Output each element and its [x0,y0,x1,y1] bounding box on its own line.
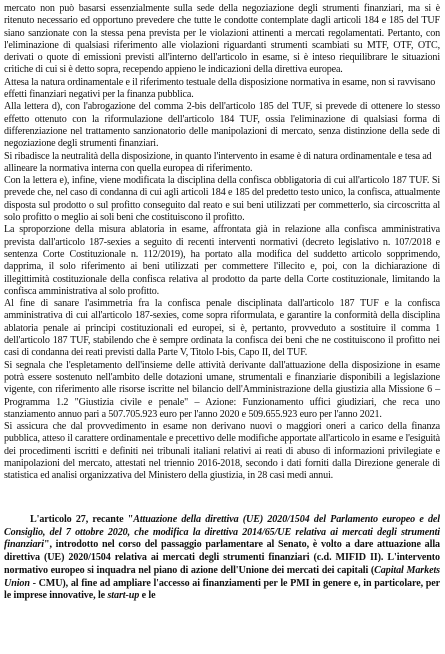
closing-text: - CMU), al fine ad ampliare l'accesso ai finanziamenti per le PMI in genere e, in particolare, per le imprese innovative, le [4,577,440,602]
paragraph: La sproporzione della misura ablatoria in esame, affrontata già in relazione alla confisca amministrativa prevista dall'articolo 187-sexies a seguito di recenti interventi normativi (decreto legislativo n. 107/2018 e sentenza Corte Costituzionale n. 112/2019), ha portato alla modifica del suddetto articolo sopprimendo, dapprima, il solo riferimento ai beni utilizzati per commettere l'illecito e, poi, con la dichiarazione di illegittimità costituzionale della confisca relativa al prodotto da parte della Corte costituzionale, limitando la confisca amministrativa al solo profitto. [4,224,440,297]
paragraph: mercato non può basarsi essenzialmente sulla sede della negoziazione degli strumenti finanziari, ma si è ritenuto necessario ed opportuno prevedere che tutte le condotte contemplate dagli articoli 184 e 185 del TUF siano sanzionate con la stessa pena prevista per le violazioni attinenti a mercati regolamentati. Pertanto, con l'eliminazione di qualsiasi riferimento alle violazioni riguardanti strumenti scambiati su MTF, OTF, OTC, derivati o quote di emissioni previsti all'interno dell'articolo in esame, si è inteso riequilibrare le situazioni critiche di cui si è detto sopra, recependo appieno le indicazioni della direttiva europea. [4,3,440,76]
paragraph: Con la lettera e), infine, viene modificata la disciplina della confisca obbligatoria di cui all'articolo 187 TUF. Si prevede che, nel caso di condanna di cui agli articoli 184 e 185 del predetto testo unico, la confisca, attualmente disposta sul prodotto o sul profitto conseguito dal reato e sui beni utilizzati per commetterlo, sia circoscritta al solo profitto o meglio ai soli beni che costituiscono il profitto. [4,175,440,224]
body-text [4,3,440,483]
closing-paragraph [4,514,440,603]
paragraph: Alla lettera d), con l'abrogazione del comma 2-bis dell'articolo 185 del TUF, si prevede di ottenere lo stesso effetto ottenuto con la riformulazione dell'articolo 184 TUF, ossia l'eliminazione di qualsiasi forma di differenziazione nel trattamento sanzionatorio delle manipolazioni di mercato, senza distinzione della sede di negoziazione degli strumenti finanziari. [4,101,440,150]
paragraph: Attesa la natura ordinamentale e il riferimento testuale della disposizione normativa in esame, non si ravvisano effetti finanziari negativi per la finanza pubblica. [4,76,436,101]
closing-text: e le [139,590,156,602]
directive-title: Attuazione della direttiva (UE) 2020/1504 del Parlamento europeo e del Consiglio, del 7 ottobre 2020, che modifica la direttiva 2014/65/UE relativa ai mercati degli strumenti finanziari [4,514,440,551]
paragraph: Si ribadisce la neutralità della disposizione, in quanto l'intervento in esame è di natura ordinamentale e tesa ad allineare la normativa interna con quella europea di riferimento. [4,150,432,174]
paragraph: Si segnala che l'espletamento dell'insieme delle attività derivante dall'attuazione della disposizione in esame potrà essere sostenuto nell'ambito delle dotazioni umane, strumentali e finanziarie disponibili a legislazione vigente, con riferimento alle risorse iscritte nel bilancio dell'Amministrazione della giustizia alla Missione 6 – Programma 1.2 "Giustizia civile e penale" – Azione: Funzionamento uffici giudiziari, che reca uno stanziamento annuo pari a 507.705.923 euro per l'anno 2020 e 509.655.923 euro per l'anno 2021. [4,359,440,420]
startup-term: start-up [107,590,140,602]
paragraph: Si assicura che dal provvedimento in esame non derivano nuovi o maggiori oneri a carico della finanza pubblica, atteso il carattere ordinamentale e precettivo delle modifiche apportate all'articolo in esame e l'esiguità dei procedimenti iscritti e definiti nei tribunali italiani relativi ai reati di abuso di informazioni privilegiate e manipolazioni del mercato, attestati nel triennio 2016-2018, secondo i dati forniti dalla Direzione generale di statistica ed analisi organizzativa del Ministero della giustizia, in 28 casi medi annui. [4,421,440,482]
cmu-term: Capital Markets Union [4,564,440,589]
paragraph: Al fine di sanare l'asimmetria fra la confisca penale disciplinata dall'articolo 187 TUF e la confisca amministrativa di cui all'articolo 187-sexies, come sopra riformulata, e garantire la conformità della disciplina ablatoria penale ai principi costituzionali ed europei, si è, pertanto, provveduto a sostituire il comma 1 dell'articolo 187 TUF, stabilendo che è sempre ordinata la confisca dei beni che ne costituiscono il profitto nei casi di condanna dei reati previsti dalla Parte V, Titolo I-bis, Capo II, del TUF. [4,298,440,359]
closing-text: ", introdotto nel corso del passaggio parlamentare al Senato, è volto a dare attuazione alla direttiva (UE) 2020/1504 relativa ai mercati degli strumenti finanziari (c.d. MIFID II). L'intervento normativo europeo si inquadra nel piano di azione dell'Unione dei mercati dei capitali ( [4,539,440,576]
closing-text: L'articolo 27, recante " [30,514,134,525]
